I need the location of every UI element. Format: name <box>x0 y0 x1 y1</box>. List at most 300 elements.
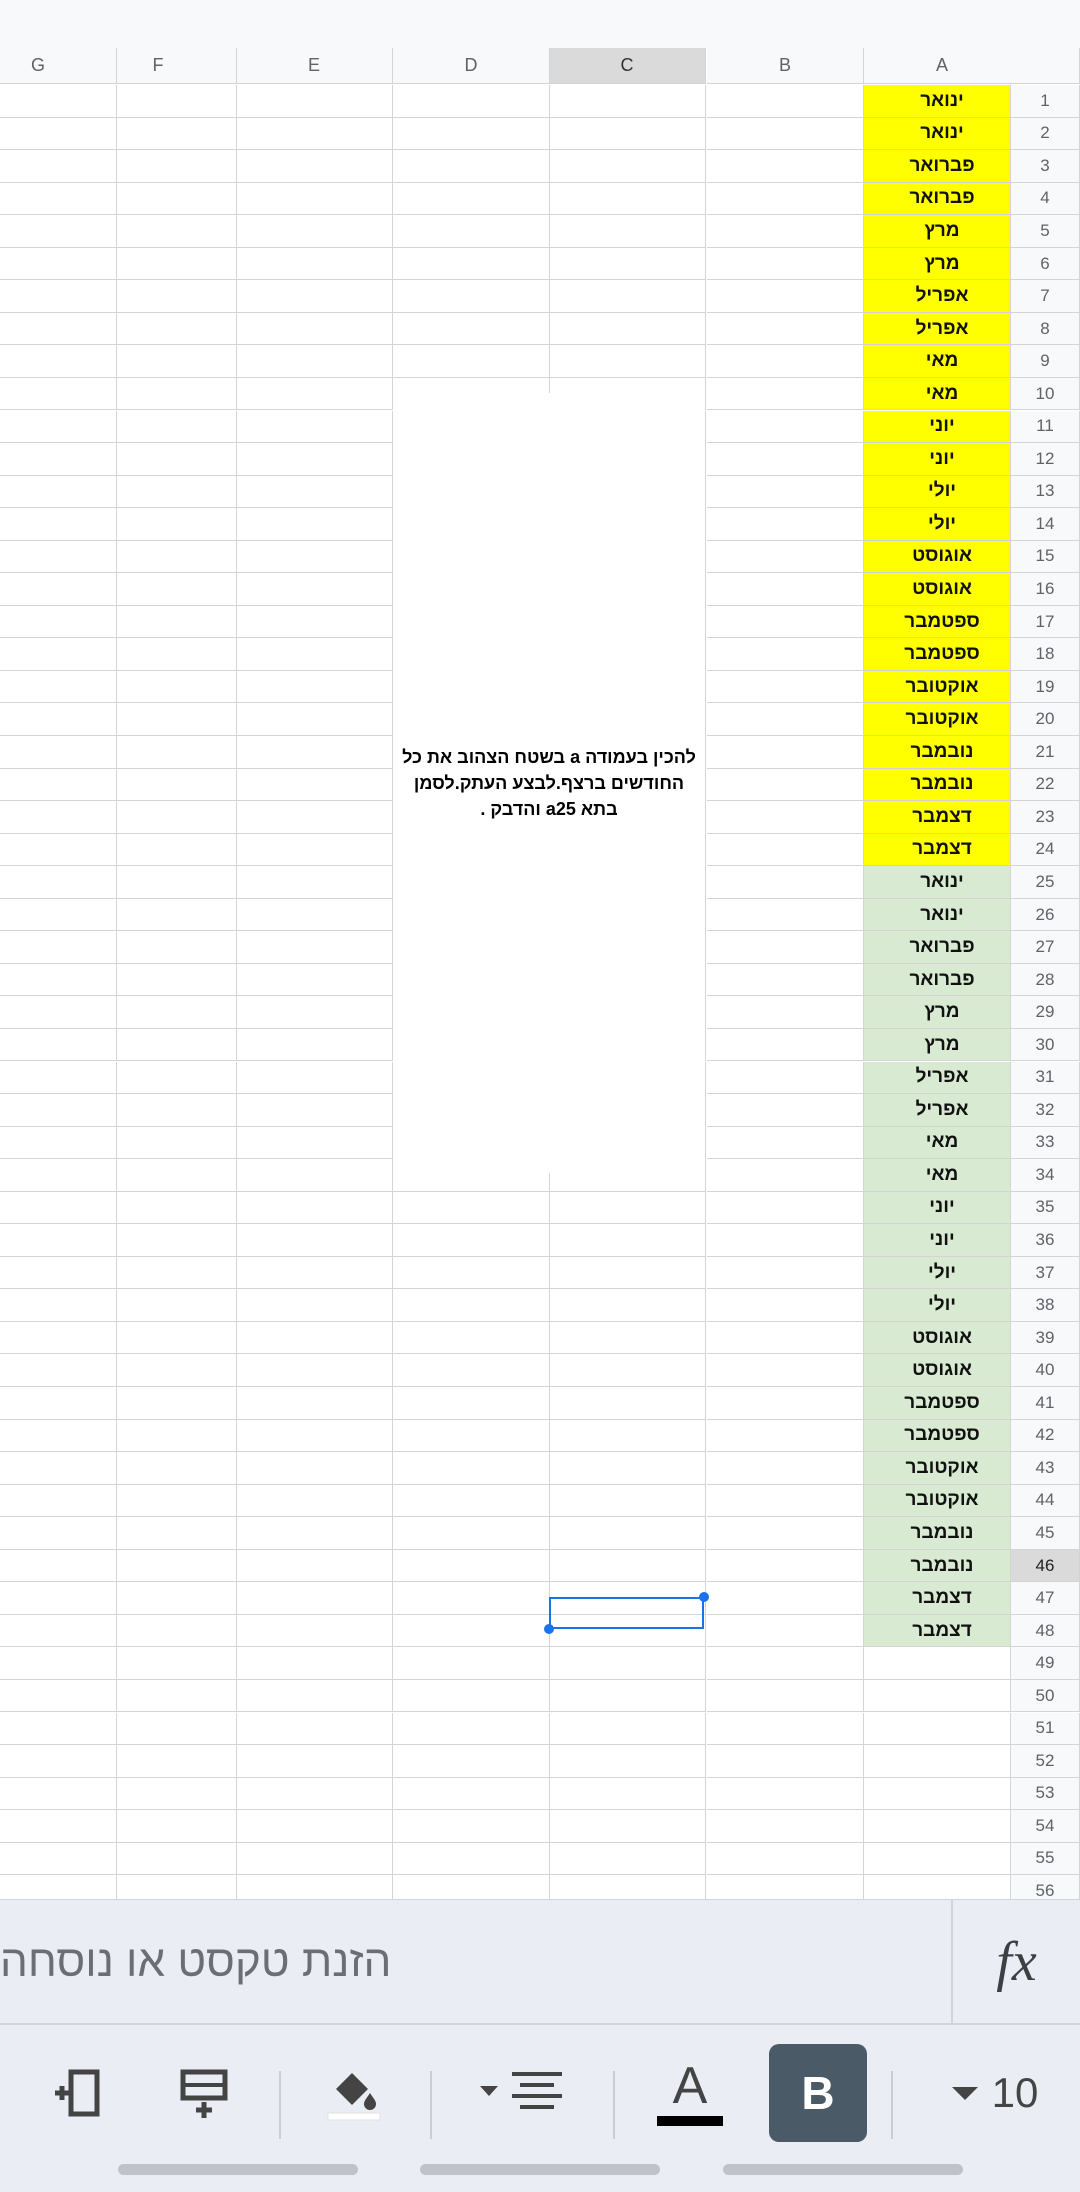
column-header-b[interactable]: B <box>707 48 864 84</box>
grid-cell[interactable] <box>707 1647 864 1680</box>
grid-cell[interactable] <box>80 1875 237 1899</box>
grid-cell[interactable]: יולי <box>864 476 1021 509</box>
grid-cell[interactable] <box>707 118 864 151</box>
grid-cell[interactable] <box>707 1420 864 1453</box>
grid-cell[interactable]: אפריל <box>864 1062 1021 1095</box>
grid-cell[interactable] <box>549 150 706 183</box>
grid-cell[interactable] <box>393 1778 550 1811</box>
row-header[interactable]: 35 <box>1010 1192 1080 1225</box>
grid-cell[interactable] <box>707 736 864 769</box>
grid-cell[interactable]: ספטמבר <box>864 606 1021 639</box>
grid-cell[interactable]: מאי <box>864 345 1021 378</box>
grid-cell[interactable]: דצמבר <box>864 834 1021 867</box>
grid-cell[interactable] <box>549 1647 706 1680</box>
grid-cell[interactable] <box>393 1322 550 1355</box>
row-header[interactable]: 45 <box>1010 1517 1080 1550</box>
grid-cell[interactable] <box>393 313 550 346</box>
grid-cell[interactable] <box>549 1322 706 1355</box>
row-header[interactable]: 55 <box>1010 1843 1080 1876</box>
row-header[interactable]: 13 <box>1010 476 1080 509</box>
row-header[interactable]: 27 <box>1010 931 1080 964</box>
grid-cell[interactable] <box>80 834 237 867</box>
grid-cell[interactable] <box>707 1615 864 1648</box>
row-header[interactable]: 37 <box>1010 1257 1080 1290</box>
grid-cell[interactable] <box>549 1875 706 1899</box>
grid-cell[interactable] <box>393 1289 550 1322</box>
text-color-button[interactable] <box>648 2044 732 2142</box>
grid-cell[interactable] <box>80 476 237 509</box>
grid-cell[interactable] <box>393 1875 550 1899</box>
row-header[interactable]: 34 <box>1010 1159 1080 1192</box>
grid-cell[interactable] <box>80 736 237 769</box>
row-header[interactable]: 44 <box>1010 1485 1080 1518</box>
row-header[interactable]: 10 <box>1010 378 1080 411</box>
grid-cell[interactable]: ינואר <box>864 866 1021 899</box>
row-header[interactable]: 39 <box>1010 1322 1080 1355</box>
grid-cell[interactable] <box>707 866 864 899</box>
grid-cell[interactable] <box>707 834 864 867</box>
grid-cell[interactable] <box>707 1029 864 1062</box>
grid-cell[interactable] <box>549 1452 706 1485</box>
insert-column-icon[interactable] <box>36 2044 116 2142</box>
row-header[interactable]: 38 <box>1010 1289 1080 1322</box>
formula-input[interactable]: הזנת טקסט או נוסחה <box>0 1937 392 1986</box>
grid-cell[interactable] <box>236 541 393 574</box>
grid-cell[interactable] <box>80 1745 237 1778</box>
grid-cell[interactable] <box>549 280 706 313</box>
grid-cell[interactable] <box>80 1387 237 1420</box>
grid-cell[interactable]: אוגוסט <box>864 541 1021 574</box>
insert-row-icon[interactable] <box>164 2044 244 2142</box>
row-header[interactable]: 30 <box>1010 1029 1080 1062</box>
grid-cell[interactable] <box>236 1127 393 1160</box>
row-header[interactable]: 31 <box>1010 1062 1080 1095</box>
column-header-f[interactable]: F <box>80 48 237 84</box>
grid-cell[interactable] <box>864 1647 1021 1680</box>
grid-cell[interactable] <box>236 1517 393 1550</box>
grid-cell[interactable] <box>707 1517 864 1550</box>
grid-cell[interactable] <box>236 1745 393 1778</box>
grid-cell[interactable] <box>80 1615 237 1648</box>
row-header[interactable]: 48 <box>1010 1615 1080 1648</box>
grid-cell[interactable] <box>236 313 393 346</box>
grid-cell[interactable] <box>393 345 550 378</box>
grid-cell[interactable] <box>393 1517 550 1550</box>
grid-cell[interactable] <box>80 313 237 346</box>
grid-cell[interactable] <box>80 606 237 639</box>
grid-cell[interactable] <box>236 1420 393 1453</box>
grid-cell[interactable]: ינואר <box>864 118 1021 151</box>
grid-cell[interactable] <box>393 1713 550 1746</box>
grid-cell[interactable] <box>707 541 864 574</box>
grid-cell[interactable] <box>707 964 864 997</box>
row-header[interactable]: 53 <box>1010 1778 1080 1811</box>
row-header[interactable]: 5 <box>1010 215 1080 248</box>
grid-cell[interactable] <box>236 345 393 378</box>
row-header[interactable]: 20 <box>1010 703 1080 736</box>
grid-cell[interactable] <box>393 1387 550 1420</box>
grid-cell[interactable] <box>393 1745 550 1778</box>
grid-cell[interactable] <box>707 378 864 411</box>
grid-cell[interactable] <box>80 1517 237 1550</box>
row-header[interactable]: 2 <box>1010 118 1080 151</box>
grid-cell[interactable] <box>80 1550 237 1583</box>
grid-cell[interactable] <box>80 1094 237 1127</box>
grid-cell[interactable]: אוגוסט <box>864 1354 1021 1387</box>
grid-cell[interactable] <box>80 1354 237 1387</box>
grid-cell[interactable] <box>236 834 393 867</box>
grid-cell[interactable] <box>707 1192 864 1225</box>
row-header[interactable]: 6 <box>1010 248 1080 281</box>
grid-cell[interactable] <box>393 1192 550 1225</box>
grid-cell[interactable] <box>80 1778 237 1811</box>
bold-button[interactable]: B <box>769 2044 867 2142</box>
grid-cell[interactable] <box>707 1680 864 1713</box>
row-header[interactable]: 14 <box>1010 508 1080 541</box>
row-header[interactable]: 33 <box>1010 1127 1080 1160</box>
grid-cell[interactable] <box>236 1159 393 1192</box>
grid-cell[interactable] <box>236 769 393 802</box>
column-header-d[interactable]: D <box>393 48 550 84</box>
grid-cell[interactable]: יולי <box>864 1257 1021 1290</box>
grid-cell[interactable] <box>236 411 393 444</box>
grid-cell[interactable] <box>80 183 237 216</box>
grid-cell[interactable]: ינואר <box>864 85 1021 118</box>
grid-cell[interactable] <box>236 150 393 183</box>
grid-cell[interactable]: נובמבר <box>864 1517 1021 1550</box>
grid-cell[interactable]: אפריל <box>864 1094 1021 1127</box>
grid-cell[interactable] <box>80 443 237 476</box>
fill-color-icon[interactable] <box>314 2044 394 2142</box>
grid-cell[interactable] <box>864 1713 1021 1746</box>
grid-cell[interactable] <box>393 85 550 118</box>
grid-cell[interactable] <box>707 1094 864 1127</box>
grid-cell[interactable] <box>236 1452 393 1485</box>
grid-cell[interactable]: נובמבר <box>864 736 1021 769</box>
grid-cell[interactable] <box>707 183 864 216</box>
grid-cell[interactable]: פברואר <box>864 150 1021 183</box>
row-header[interactable]: 12 <box>1010 443 1080 476</box>
row-header[interactable]: 24 <box>1010 834 1080 867</box>
grid-cell[interactable] <box>393 118 550 151</box>
grid-cell[interactable] <box>236 1354 393 1387</box>
grid-cell[interactable] <box>393 1810 550 1843</box>
grid-cell[interactable]: אוגוסט <box>864 1322 1021 1355</box>
grid-cell[interactable] <box>864 1778 1021 1811</box>
grid-cell[interactable]: מאי <box>864 378 1021 411</box>
select-all-corner[interactable] <box>1010 48 1080 84</box>
grid-cell[interactable]: יולי <box>864 1289 1021 1322</box>
grid-cell[interactable] <box>707 1452 864 1485</box>
grid-cell[interactable] <box>549 1843 706 1876</box>
grid-cell[interactable] <box>80 1810 237 1843</box>
grid-cell[interactable] <box>80 378 237 411</box>
grid-cell[interactable] <box>393 1582 550 1615</box>
grid-cell[interactable] <box>236 573 393 606</box>
grid-cell[interactable] <box>549 248 706 281</box>
grid-cell[interactable] <box>393 248 550 281</box>
grid-cell[interactable] <box>236 215 393 248</box>
grid-cell[interactable] <box>80 85 237 118</box>
grid-cell[interactable] <box>236 508 393 541</box>
grid-cell[interactable] <box>393 280 550 313</box>
grid-cell[interactable] <box>393 1647 550 1680</box>
grid-cell[interactable] <box>707 345 864 378</box>
grid-cell[interactable] <box>707 1062 864 1095</box>
grid-cell[interactable]: דצמבר <box>864 801 1021 834</box>
column-header-e[interactable]: E <box>236 48 393 84</box>
grid-cell[interactable] <box>80 1062 237 1095</box>
grid-cell[interactable] <box>80 508 237 541</box>
grid-cell[interactable]: דצמבר <box>864 1615 1021 1648</box>
grid-cell[interactable] <box>80 899 237 932</box>
grid-cell[interactable] <box>236 1094 393 1127</box>
grid-cell[interactable]: יוני <box>864 1192 1021 1225</box>
grid-cell[interactable]: יולי <box>864 508 1021 541</box>
grid-cell[interactable] <box>236 248 393 281</box>
grid-cell[interactable] <box>80 1127 237 1160</box>
grid-cell[interactable] <box>549 313 706 346</box>
grid-cell[interactable] <box>707 1713 864 1746</box>
grid-cell[interactable] <box>236 671 393 704</box>
grid-cell[interactable] <box>236 1224 393 1257</box>
grid-cell[interactable]: פברואר <box>864 183 1021 216</box>
grid-cell[interactable] <box>864 1875 1021 1899</box>
grid-cell[interactable] <box>236 476 393 509</box>
grid-cell[interactable] <box>236 1647 393 1680</box>
grid-cell[interactable] <box>549 1778 706 1811</box>
grid-cell[interactable] <box>80 118 237 151</box>
grid-cell[interactable] <box>80 1257 237 1290</box>
row-header[interactable]: 19 <box>1010 671 1080 704</box>
grid-cell[interactable] <box>707 1778 864 1811</box>
grid-cell[interactable] <box>80 769 237 802</box>
grid-cell[interactable] <box>707 573 864 606</box>
grid-cell[interactable] <box>549 183 706 216</box>
row-header[interactable]: 46 <box>1010 1550 1080 1583</box>
selection-handle-top-right[interactable] <box>699 1592 709 1602</box>
grid-cell[interactable] <box>236 443 393 476</box>
grid-cell[interactable] <box>707 899 864 932</box>
grid-cell[interactable] <box>236 996 393 1029</box>
grid-cell[interactable] <box>80 1289 237 1322</box>
grid-cell[interactable] <box>80 1713 237 1746</box>
grid-cell[interactable]: יוני <box>864 411 1021 444</box>
row-header[interactable]: 36 <box>1010 1224 1080 1257</box>
grid-cell[interactable] <box>80 345 237 378</box>
row-header[interactable]: 3 <box>1010 150 1080 183</box>
grid-cell[interactable] <box>707 508 864 541</box>
grid-cell[interactable] <box>236 866 393 899</box>
grid-cell[interactable] <box>393 215 550 248</box>
grid-cell[interactable] <box>549 1713 706 1746</box>
grid-cell[interactable] <box>236 931 393 964</box>
grid-cell[interactable]: מרץ <box>864 996 1021 1029</box>
grid-cell[interactable]: פברואר <box>864 931 1021 964</box>
row-header[interactable]: 47 <box>1010 1582 1080 1615</box>
grid-cell[interactable]: אפריל <box>864 280 1021 313</box>
grid-cell[interactable]: ינואר <box>864 899 1021 932</box>
grid-cell[interactable] <box>707 280 864 313</box>
grid-cell[interactable]: אוגוסט <box>864 573 1021 606</box>
grid-cell[interactable] <box>393 1354 550 1387</box>
grid-cell[interactable] <box>707 1127 864 1160</box>
grid-cell[interactable] <box>80 1029 237 1062</box>
grid-cell[interactable] <box>236 1029 393 1062</box>
grid-cell[interactable] <box>393 1257 550 1290</box>
grid-cell[interactable]: מאי <box>864 1159 1021 1192</box>
row-header[interactable]: 8 <box>1010 313 1080 346</box>
grid-cell[interactable] <box>236 1778 393 1811</box>
grid-cell[interactable] <box>707 671 864 704</box>
grid-cell[interactable] <box>80 1322 237 1355</box>
grid-cell[interactable] <box>236 736 393 769</box>
grid-cell[interactable] <box>236 1582 393 1615</box>
grid-cell[interactable] <box>707 443 864 476</box>
grid-cell[interactable]: נובמבר <box>864 769 1021 802</box>
row-header[interactable]: 43 <box>1010 1452 1080 1485</box>
grid-cell[interactable] <box>549 1517 706 1550</box>
grid-cell[interactable] <box>707 313 864 346</box>
row-header[interactable]: 50 <box>1010 1680 1080 1713</box>
row-header[interactable]: 29 <box>1010 996 1080 1029</box>
font-size-dropdown[interactable] <box>928 2044 1060 2142</box>
grid-cell[interactable] <box>80 1582 237 1615</box>
row-header[interactable]: 40 <box>1010 1354 1080 1387</box>
grid-cell[interactable] <box>393 1224 550 1257</box>
grid-cell[interactable] <box>393 150 550 183</box>
spreadsheet-grid[interactable] <box>0 48 1080 1899</box>
grid-cell[interactable] <box>393 1452 550 1485</box>
grid-cell[interactable] <box>707 1485 864 1518</box>
grid-cell[interactable] <box>80 931 237 964</box>
grid-cell[interactable] <box>864 1843 1021 1876</box>
grid-cell[interactable] <box>393 1615 550 1648</box>
row-header[interactable]: 23 <box>1010 801 1080 834</box>
grid-cell[interactable] <box>707 606 864 639</box>
grid-cell[interactable] <box>80 573 237 606</box>
grid-cell[interactable] <box>549 85 706 118</box>
grid-cell[interactable] <box>80 411 237 444</box>
grid-cell[interactable] <box>80 1680 237 1713</box>
grid-cell[interactable] <box>80 1843 237 1876</box>
grid-cell[interactable] <box>80 280 237 313</box>
row-header[interactable]: 28 <box>1010 964 1080 997</box>
active-cell-selection[interactable] <box>549 1597 704 1629</box>
grid-cell[interactable] <box>393 183 550 216</box>
grid-cell[interactable]: דצמבר <box>864 1582 1021 1615</box>
grid-cell[interactable] <box>549 1257 706 1290</box>
grid-cell[interactable] <box>393 1485 550 1518</box>
grid-cell[interactable]: מרץ <box>864 1029 1021 1062</box>
grid-cell[interactable] <box>236 1875 393 1899</box>
grid-cell[interactable] <box>236 1062 393 1095</box>
grid-cell[interactable]: אוקטובר <box>864 1485 1021 1518</box>
grid-cell[interactable] <box>236 606 393 639</box>
row-header[interactable]: 26 <box>1010 899 1080 932</box>
grid-cell[interactable] <box>80 1420 237 1453</box>
grid-cell[interactable] <box>707 1322 864 1355</box>
row-header[interactable]: 18 <box>1010 638 1080 671</box>
grid-cell[interactable] <box>236 1713 393 1746</box>
grid-cell[interactable] <box>80 215 237 248</box>
grid-cell[interactable] <box>80 248 237 281</box>
grid-cell[interactable] <box>236 1810 393 1843</box>
grid-cell[interactable] <box>236 1387 393 1420</box>
grid-cell[interactable] <box>236 1192 393 1225</box>
row-header[interactable]: 15 <box>1010 541 1080 574</box>
grid-cell[interactable] <box>80 638 237 671</box>
grid-cell[interactable] <box>236 378 393 411</box>
grid-cell[interactable] <box>864 1680 1021 1713</box>
grid-cell[interactable] <box>80 866 237 899</box>
row-header[interactable]: 51 <box>1010 1713 1080 1746</box>
grid-cell[interactable] <box>236 899 393 932</box>
grid-cell[interactable] <box>864 1745 1021 1778</box>
grid-cell[interactable] <box>707 1745 864 1778</box>
grid-cell[interactable]: אוקטובר <box>864 671 1021 704</box>
grid-cell[interactable] <box>549 1420 706 1453</box>
grid-cell[interactable] <box>707 1810 864 1843</box>
grid-cell[interactable] <box>549 1810 706 1843</box>
grid-cell[interactable] <box>393 1843 550 1876</box>
row-header[interactable]: 32 <box>1010 1094 1080 1127</box>
grid-cell[interactable] <box>707 1387 864 1420</box>
grid-cell[interactable] <box>549 1387 706 1420</box>
horizontal-align-icon[interactable] <box>470 2044 570 2142</box>
grid-cell[interactable] <box>707 411 864 444</box>
grid-cell[interactable]: אוקטובר <box>864 703 1021 736</box>
note-text-box[interactable]: להכין בעמודה a בשטח הצהוב את כל החודשים ברצף.לבצע העתק.לסמן בתא a25 והדבק . <box>393 393 705 1173</box>
grid-cell[interactable] <box>236 1680 393 1713</box>
grid-cell[interactable] <box>236 964 393 997</box>
grid-cell[interactable] <box>549 1550 706 1583</box>
grid-cell[interactable] <box>236 1289 393 1322</box>
grid-cell[interactable] <box>707 1582 864 1615</box>
grid-cell[interactable] <box>236 638 393 671</box>
row-header[interactable]: 41 <box>1010 1387 1080 1420</box>
grid-cell[interactable] <box>236 1615 393 1648</box>
grid-cell[interactable]: ספטמבר <box>864 1420 1021 1453</box>
row-header[interactable]: 4 <box>1010 183 1080 216</box>
grid-cell[interactable] <box>549 1192 706 1225</box>
grid-cell[interactable] <box>549 1354 706 1387</box>
grid-cell[interactable]: נובמבר <box>864 1550 1021 1583</box>
row-header[interactable]: 9 <box>1010 345 1080 378</box>
grid-cell[interactable] <box>707 476 864 509</box>
grid-cell[interactable] <box>236 280 393 313</box>
grid-cell[interactable] <box>80 703 237 736</box>
grid-cell[interactable] <box>80 1159 237 1192</box>
grid-cell[interactable]: יוני <box>864 1224 1021 1257</box>
grid-cell[interactable] <box>80 996 237 1029</box>
grid-cell[interactable] <box>236 183 393 216</box>
row-header[interactable]: 11 <box>1010 411 1080 444</box>
grid-cell[interactable] <box>236 1550 393 1583</box>
grid-cell[interactable] <box>549 345 706 378</box>
grid-cell[interactable] <box>393 1420 550 1453</box>
grid-cell[interactable] <box>80 1452 237 1485</box>
grid-cell[interactable] <box>707 1875 864 1899</box>
grid-cell[interactable] <box>236 1322 393 1355</box>
grid-cell[interactable] <box>236 703 393 736</box>
grid-cell[interactable] <box>707 703 864 736</box>
row-header[interactable]: 49 <box>1010 1647 1080 1680</box>
grid-cell[interactable] <box>707 801 864 834</box>
grid-cell[interactable] <box>549 1745 706 1778</box>
grid-cell[interactable] <box>80 1224 237 1257</box>
row-header[interactable]: 52 <box>1010 1745 1080 1778</box>
